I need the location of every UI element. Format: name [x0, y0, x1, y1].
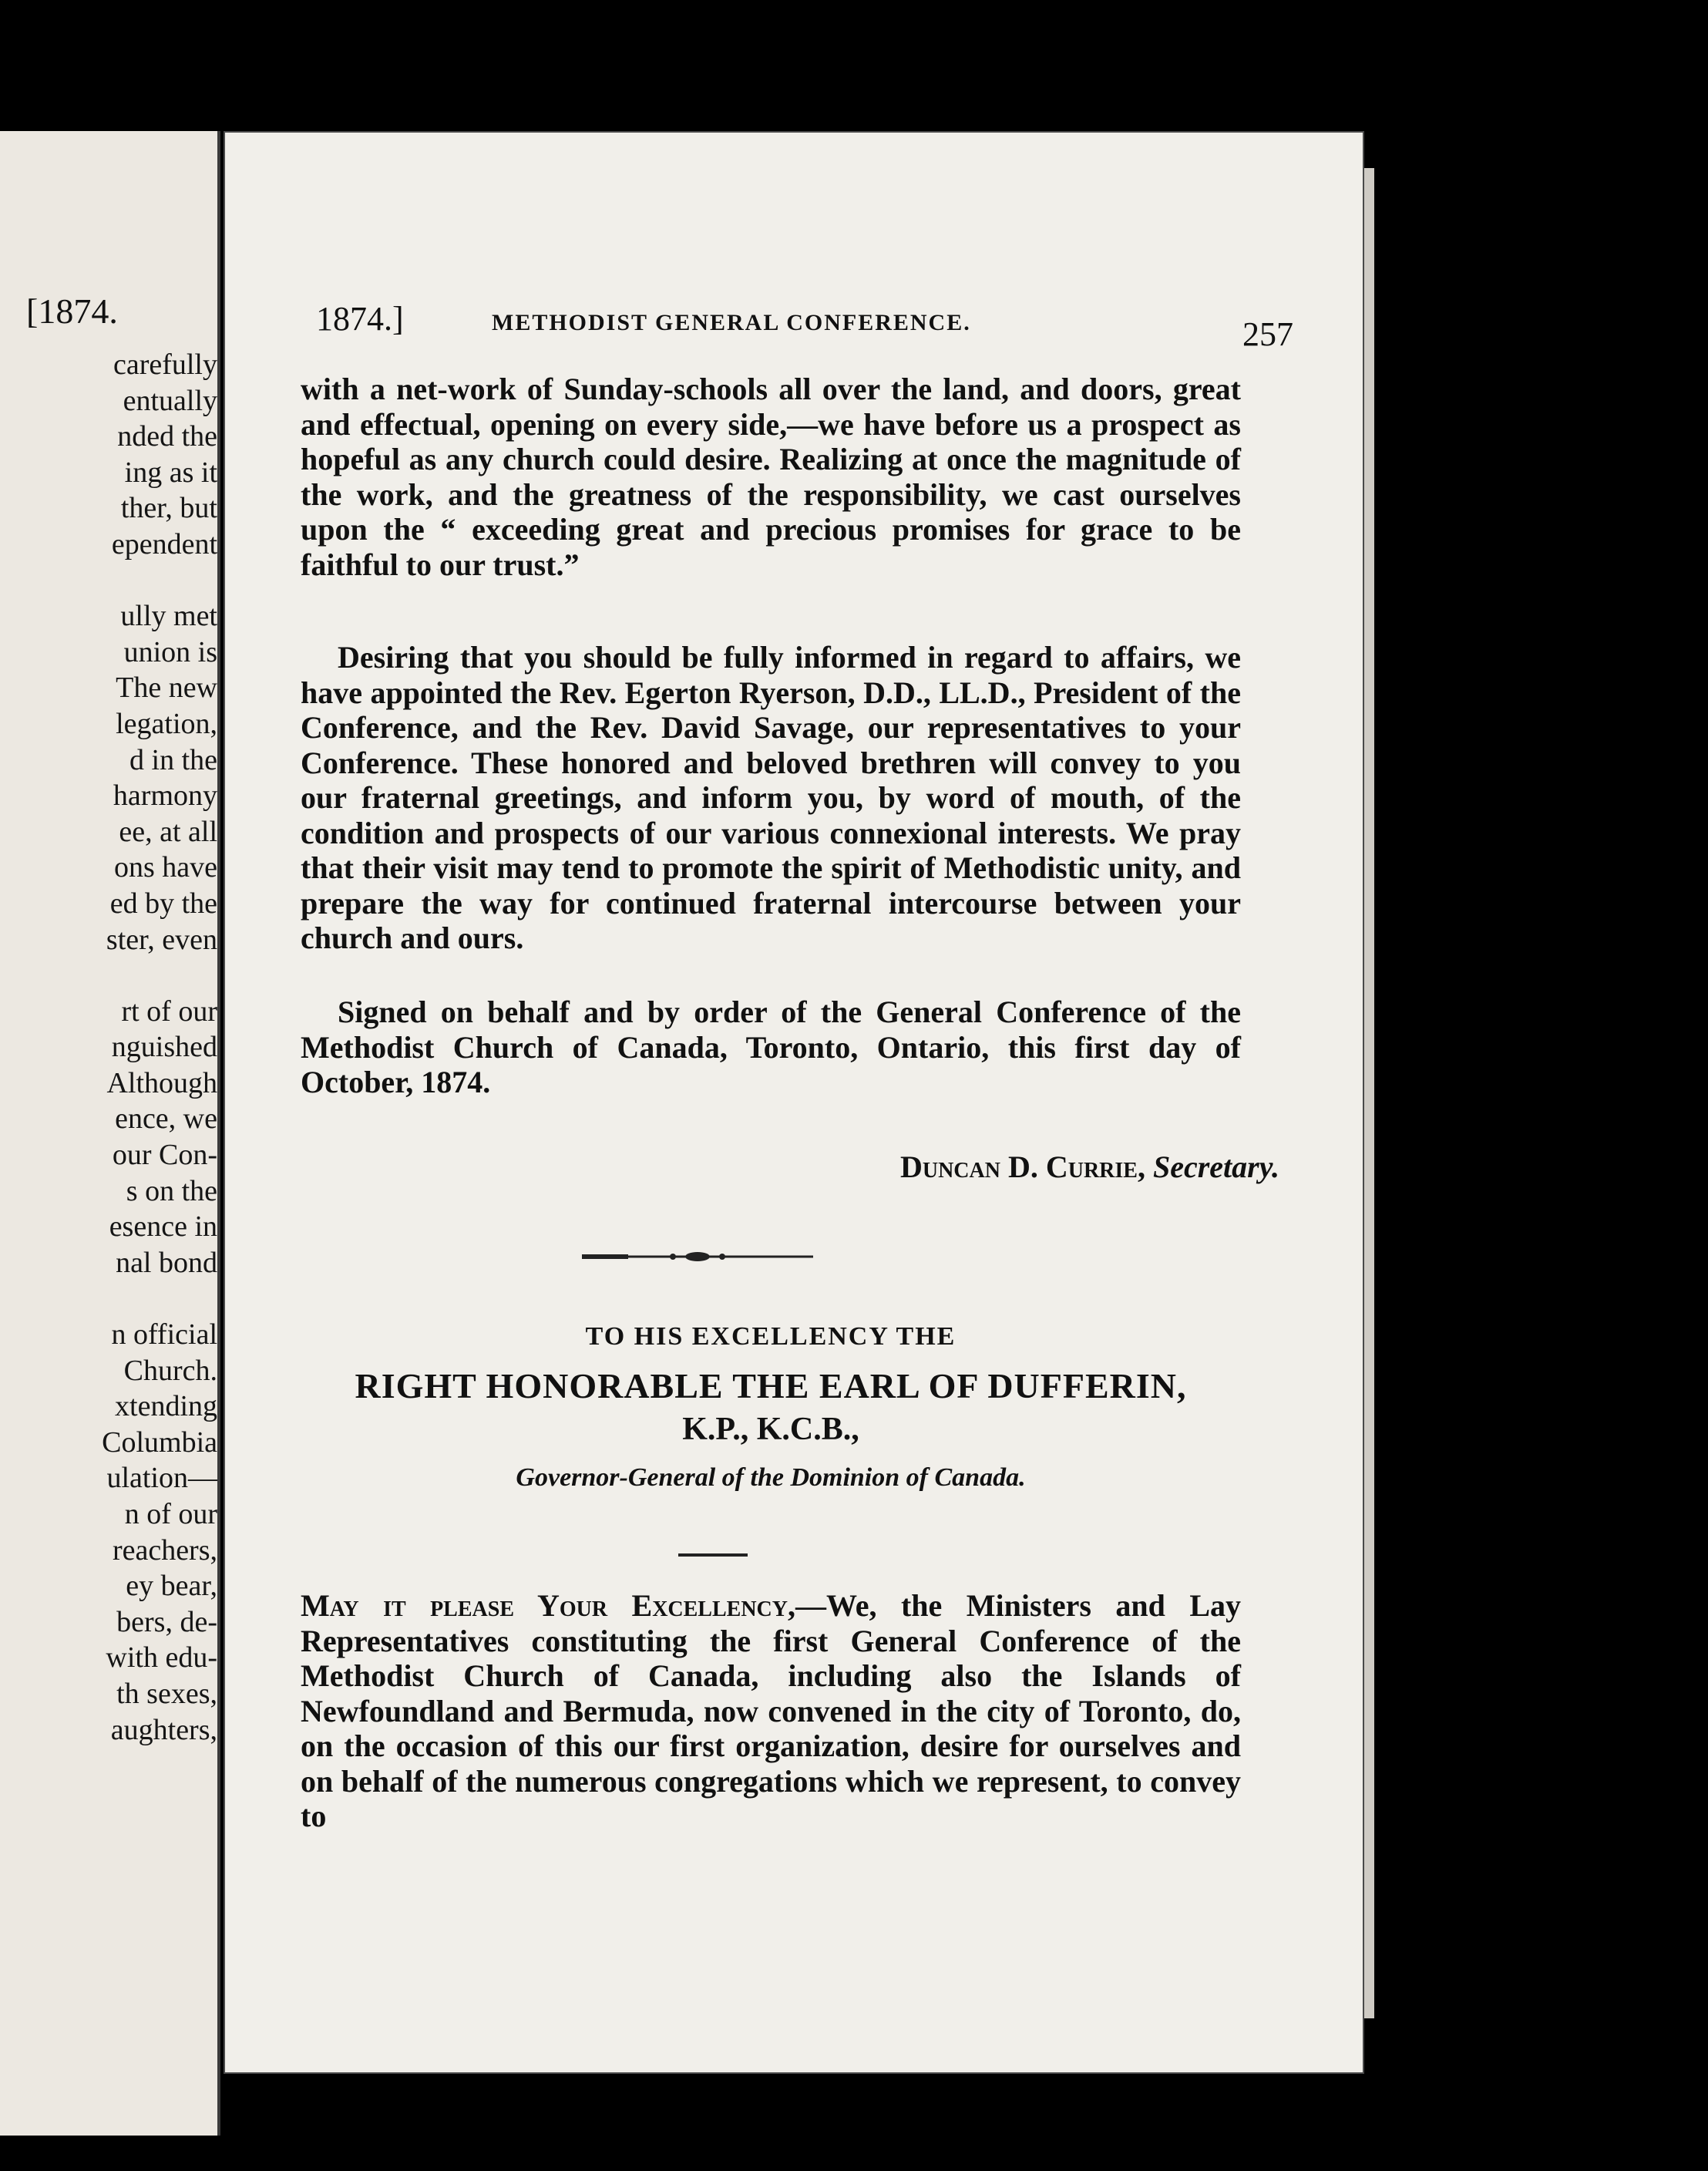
page-number: 257: [1242, 315, 1293, 353]
left-page-line: nal bond: [116, 1246, 217, 1279]
left-page-line: ing as it: [124, 456, 217, 489]
signature-block: [339, 1149, 1279, 1185]
paragraph-1-text: with a net-work of Sunday-schools all over the land, and doors, great and effectual, opening on every side,—we have before us a prospect as hopeful as any church could desire. Realizing at once the magnitude of the work, and the greatness of the responsibility, we cast ourselves upon the “ exceeding great and precious promises for grace to be faithful to our trust.”: [301, 372, 1241, 582]
left-page-line: entually: [123, 384, 217, 417]
running-head-title: METHODIST GENERAL CONFERENCE.: [492, 310, 971, 335]
paragraph-2-text: Desiring that you should be fully informed in regard to affairs, we have appointed the Rev. Egerton Ryerson, D.D., LL.D., President of the Conference, and the Rev. David Savage, our representatives to your Conference. These honored and beloved brethren will convey to you our fraternal greetings, and inform you, by word of mouth, of the condition and prospects of our various connexional interests. We pray that their visit may tend to promote the spirit of Methodistic unity, and prepare the way for continued fraternal intercourse between your church and ours.: [301, 640, 1241, 955]
left-page-line: carefully: [113, 348, 217, 381]
left-page-line: [0, 1281, 217, 1317]
left-page-line: aughters,: [110, 1713, 217, 1746]
paragraph-3-text: Signed on behalf and by order of the General Conference of the Methodist Church of Canada, Toronto, Ontario, this first day of October, 1874.: [301, 995, 1241, 1099]
paragraph-4-text: [301, 1588, 1241, 1834]
left-page-line: s on the: [126, 1174, 217, 1207]
address-line-1: TO HIS EXCELLENCY THE: [585, 1322, 957, 1351]
left-page-line: ed by the: [109, 887, 217, 920]
left-page-line: reachers,: [112, 1533, 217, 1567]
signature-title: Secretary.: [1152, 1149, 1279, 1184]
paragraph-1: [301, 372, 1241, 582]
left-page-line: [0, 958, 217, 994]
left-running-head: [1874.: [26, 291, 118, 331]
left-page-line: nguished: [111, 1031, 217, 1064]
running-head-year: 1874.]: [316, 300, 404, 338]
left-page-line: with edu-: [106, 1641, 217, 1675]
left-page-line: ence, we: [115, 1102, 217, 1136]
left-page-line: union is: [123, 635, 217, 668]
left-page-line: [0, 563, 217, 599]
left-page-line: Church.: [123, 1354, 217, 1387]
short-rule: [678, 1553, 748, 1557]
address-line-2: RIGHT HONORABLE THE EARL OF DUFFERIN,: [355, 1366, 1187, 1405]
left-page-line: bers, de-: [116, 1605, 217, 1638]
signature-name: Duncan D. Currie,: [899, 1149, 1145, 1184]
left-page-line: legation,: [116, 707, 217, 740]
paragraph-2: [301, 640, 1241, 956]
left-page-line: The new: [116, 671, 217, 705]
left-page-line: ependent: [111, 527, 217, 560]
left-page-line: n official: [111, 1318, 217, 1351]
left-page-line: Columbia: [102, 1425, 217, 1459]
paragraph-4: [301, 1588, 1241, 1834]
left-page-line: th sexes,: [116, 1677, 217, 1710]
ornamental-rule: [582, 1249, 813, 1264]
left-page-line: ulation—: [106, 1462, 217, 1495]
left-facing-page: [0, 131, 220, 2136]
book-page: [224, 131, 1364, 2074]
left-page-text: [0, 347, 217, 1748]
letter-body: —We, the Ministers and Lay Representatives constituting the first General Conference of the Methodist Church of Canada, including also the Islands of Newfoundland and Bermuda, now convened in the city of Toronto, do, on the occasion of this our first organization, desire for ourselves and on behalf of the numerous congregations which we represent, to convey to: [301, 1588, 1241, 1833]
left-page-line: ully met: [120, 600, 217, 633]
left-page-line: d in the: [129, 743, 217, 776]
address-heading: [301, 1322, 1241, 1493]
left-page-line: Although: [106, 1066, 217, 1099]
left-page-line: harmony: [113, 779, 217, 813]
left-page-line: n of our: [124, 1498, 217, 1530]
running-head: [301, 299, 1293, 361]
letter-salutation: May it please Your Excellency,: [301, 1588, 795, 1623]
left-page-line: ther, but: [120, 492, 217, 525]
left-page-line: xtending: [115, 1390, 217, 1423]
left-page-line: esence in: [109, 1210, 217, 1244]
left-page-line: ee, at all: [119, 815, 217, 848]
left-page-line: ons have: [113, 851, 217, 884]
address-line-4: Governor-General of the Dominion of Canada.: [516, 1463, 1026, 1492]
left-page-line: our Con-: [112, 1139, 217, 1172]
left-page-line: rt of our: [121, 995, 217, 1028]
left-page-line: ster, even: [106, 923, 217, 956]
paragraph-3: [301, 995, 1241, 1100]
address-line-3: K.P., K.C.B.,: [682, 1412, 859, 1447]
left-page-line: nded the: [117, 420, 217, 453]
left-page-line: ey bear,: [126, 1570, 217, 1603]
